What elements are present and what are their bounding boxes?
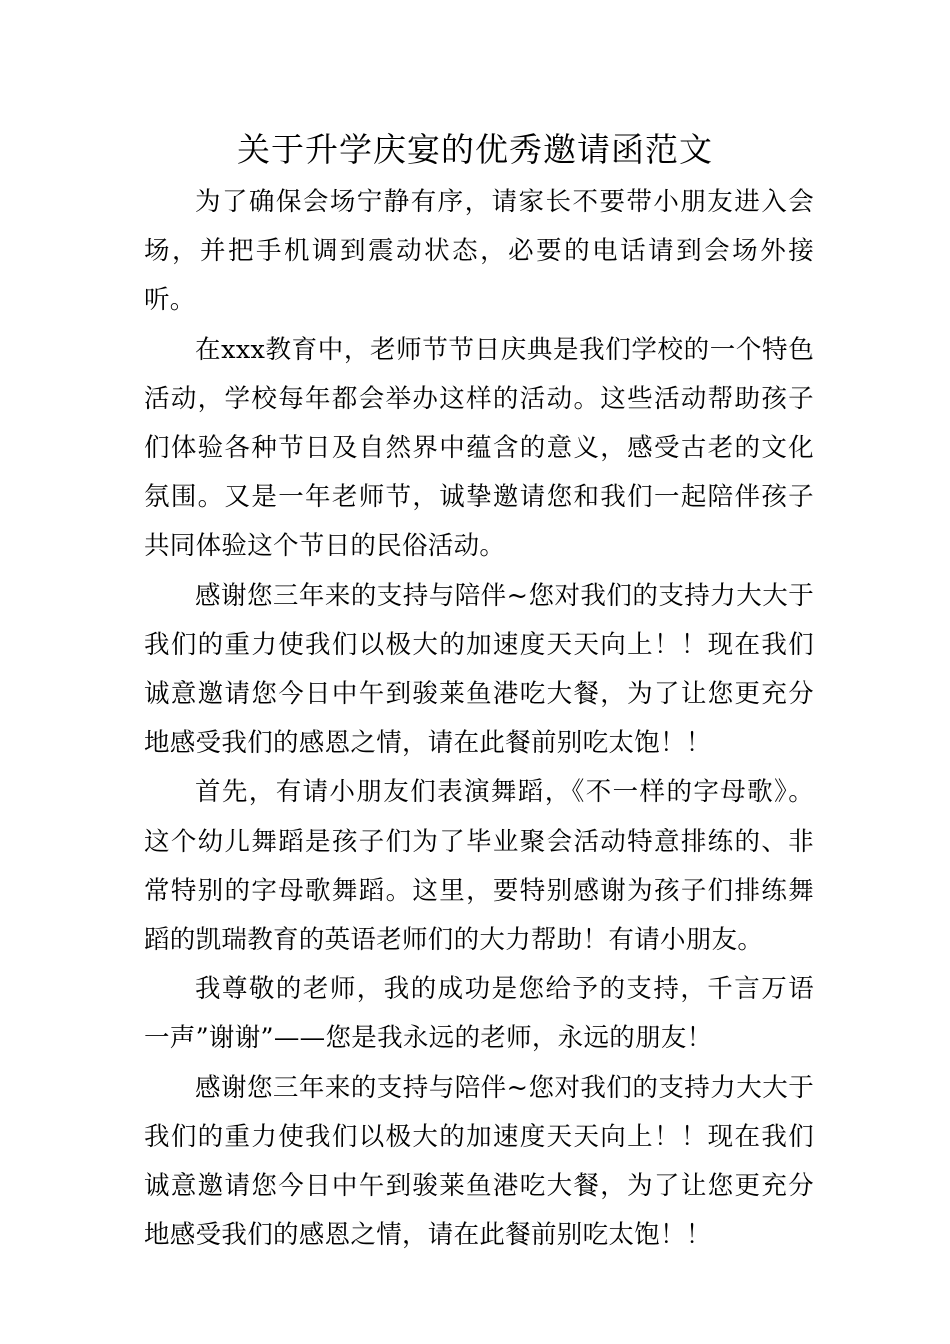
paragraph-festival: 在xxx教育中，老师节节日庆典是我们学校的一个特色活动，学校每年都会举办这样的活动。这些活动帮助孩子们体验各种节日及自然界中蕴含的意义，感受古老的文化氛围。又是一年老师节，诚挚邀请您和我们一起陪伴孩子共同体验这个节日的民俗活动。 [144, 334, 814, 562]
document-title: 关于升学庆宴的优秀邀请函范文 [237, 130, 713, 169]
document-body [144, 178, 814, 1260]
paragraph-teacher: 我尊敬的老师，我的成功是您给予的支持，千言万语一声”谢谢”——您是我永远的老师，永远的朋友！ [144, 974, 814, 1054]
paragraph-thanks: 感谢您三年来的支持与陪伴~您对我们的支持力大大于我们的重力使我们以极大的加速度天天向上！！现在我们诚意邀请您今日中午到骏莱鱼港吃大餐，为了让您更充分地感受我们的感恩之情，请在此餐前别吃太饱！！ [144, 580, 814, 759]
paragraph-thanks-repeat: 感谢您三年来的支持与陪伴~您对我们的支持力大大于我们的重力使我们以极大的加速度天天向上！！现在我们诚意邀请您今日中午到骏莱鱼港吃大餐，为了让您更充分地感受我们的感恩之情，请在此餐前别吃太饱！！ [144, 1072, 814, 1251]
paragraph-dance: 首先，有请小朋友们表演舞蹈，《不一样的字母歌》。这个幼儿舞蹈是孩子们为了毕业聚会活动特意排练的、非常特别的字母歌舞蹈。这里，要特别感谢为孩子们排练舞蹈的凯瑞教育的英语老师们的大力帮助！有请小朋友。 [144, 777, 814, 956]
paragraph-notice: 为了确保会场宁静有序，请家长不要带小朋友进入会场，并把手机调到震动状态，必要的电话请到会场外接听。 [144, 187, 814, 316]
